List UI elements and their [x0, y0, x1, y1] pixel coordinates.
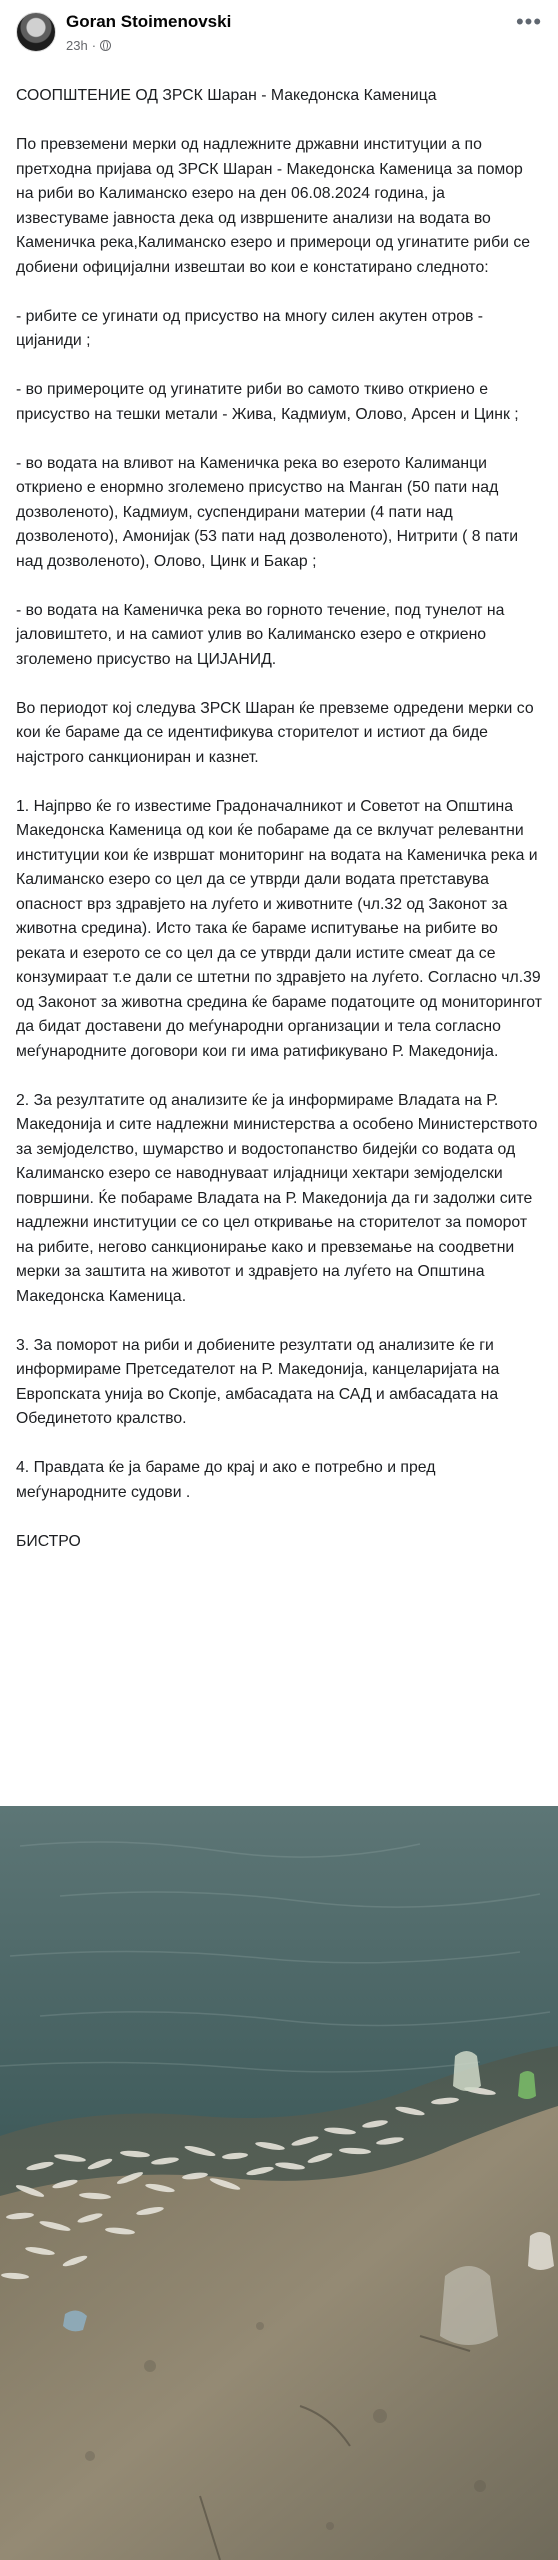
separator-dot: · [91, 38, 97, 53]
post-meta [66, 38, 111, 53]
post-header [0, 0, 558, 62]
post-time[interactable]: 23h [66, 38, 88, 53]
post-paragraph: СООПШТЕНИЕ ОД ЗРСК Шаран - Македонска Каменица [16, 87, 437, 104]
more-options-icon[interactable]: ••• [515, 9, 543, 34]
post-paragraph: 1. Најпрво ќе го известиме Градоначалникот и Советот на Општина Македонска Каменица од кои ќе побараме да се вклучат релевантни институции кои ќе извршат мониторинг на водата на Каменичка река и Калиманско езеро со цел да се утврди дали водата претставува опасност врз здравјето на луѓето и животните (чл.32 од Законот за животна средина). Исто така ќе бараме испитување на рибите во реката и езерото се со цел да се утврди дали истите смеат да се конзумираат т.е дали се штетни по здравјето на луѓето. Согласно чл.39 од Законот за животна средина ќе бараме податоците од мониторингот да бидат доставени до меѓународни организации и тела согласно меѓународните договори кои ги има ратификувано Р. Македонија. [16, 797, 542, 1060]
post-paragraph: - во водата на Каменичка река во горното течение, под тунелот на јаловиштето, и на самиот улив во Калиманско езеро е откриено зголемено присуство на ЦИЈАНИД. [16, 601, 505, 668]
lake-shore-photo [0, 1806, 558, 2560]
post-body [0, 62, 558, 1554]
post-paragraph: По превземени мерки од надлежните државни институции а по претходна пријава од ЗРСК Шаран - Македонска Каменица за помор на риби во Калиманско езеро на ден 06.08.2024 година, ја известуваме јавноста дека од извршените анализи на водата во Каменичка река,Калиманско езеро и примероци од угинатите риби се добиени официјални извештаи во кои е констатирано следното: [16, 136, 531, 276]
author-name[interactable]: Goran Stoimenovski [66, 12, 232, 31]
post-paragraph: 2. За резултатите од анализите ќе ја информираме Владата на Р. Македонија и сите надлежни министерства а особено Министерството за земјоделство, шумарство и водостопанство бидејќи со водата од Калиманско езеро се наводнуваат илјадници хектари земјоделски површини. Ќе побараме Владата на Р. Македонија да ги задолжи сите надлежни институции се со цел откривање на сторителот за поморот на рибите, негово санкционирање како и превземање на соодветни мерки за заштита на животот и здравјето на луѓето на Општина Македонска Каменица. [16, 1091, 538, 1305]
post-paragraph: - во примероците од угинатите риби во самото ткиво откриено е присуство на тешки метали - Жива, Кадмиум, Олово, Арсен и Цинк ; [16, 381, 519, 423]
globe-icon [100, 40, 111, 51]
avatar[interactable] [16, 12, 56, 52]
post-paragraph: 3. За поморот на риби и добиените резултати од анализите ќе ги информираме Претседателот на Р. Македонија, канцеларијата на Европската унија во Скопје, амбасадата на САД и амбасадата на Обединетото кралство. [16, 1336, 500, 1427]
post-paragraph: БИСТРО [16, 1532, 81, 1550]
post-paragraph: 4. Правдата ќе ја бараме до крај и ако е потребно и пред меѓународните судови . [16, 1459, 436, 1501]
post-paragraph: Во периодот кој следува ЗРСК Шаран ќе превземе одредени мерки со кои ќе бараме да се идентификува сторителот и истиот да биде најстрого санкциониран и казнет. [16, 699, 534, 766]
post-photo[interactable] [0, 1806, 558, 2560]
post-paragraph: - рибите се угинати од присуство на многу силен акутен отров - цијаниди ; [16, 307, 484, 349]
post-paragraph: - во водата на вливот на Каменичка река во езерото Калиманци откриено е енормно зголемено присуство на Манган (50 пати над дозволеното), Кадмиум, суспендирани материи (4 пати над дозволеното), Амонијак (53 пати над дозволеното), Нитрити ( 8 пати над дозволеното), Олово, Цинк и Бакар ; [16, 454, 519, 570]
